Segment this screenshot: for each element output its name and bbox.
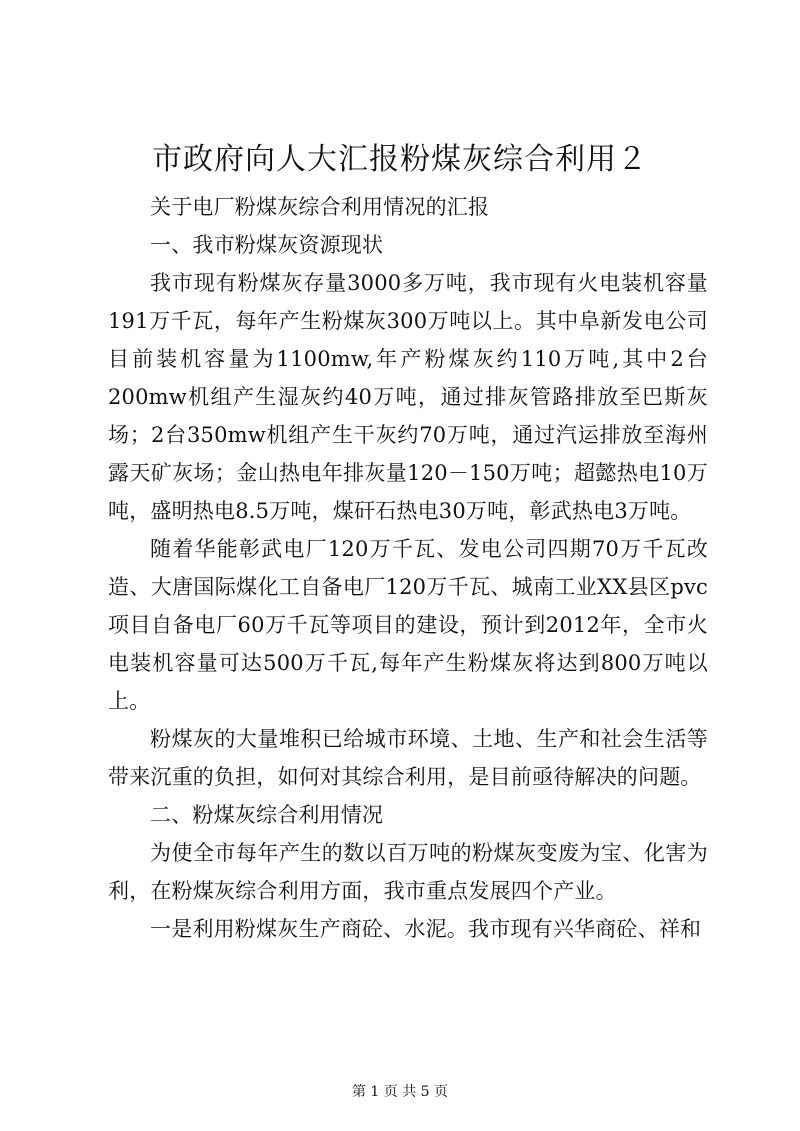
paragraph-four-industries: 为使全市每年产生的数以百万吨的粉煤灰变废为宝、化害为利，在粉煤灰综合利用方面，我市重点发展四个产业。 bbox=[108, 841, 708, 903]
paragraph-projected-capacity: 随着华能彰武电厂120万千瓦、发电公司四期70万千瓦改造、大唐国际煤化工自备电厂120万千瓦、城南工业XX县区pvc项目自备电厂60万千瓦等项目的建设，预计到2012年，全市火电装机容量可达500万千瓦,每年产生粉煤灰将达到800万吨以上。 bbox=[108, 537, 708, 713]
section-heading-resource-status: 一、我市粉煤灰资源现状 bbox=[150, 233, 384, 257]
paragraph-concrete-cement: 一是利用粉煤灰生产商砼、水泥。我市现有兴华商砼、祥和 bbox=[150, 917, 702, 941]
paragraph-burden: 粉煤灰的大量堆积已给城市环境、土地、生产和社会生活等带来沉重的负担，如何对其综合利用，是目前亟待解决的问题。 bbox=[108, 727, 708, 789]
section-heading-utilization: 二、粉煤灰综合利用情况 bbox=[150, 803, 384, 827]
document-body bbox=[108, 188, 708, 948]
page-number-footer: 第 1 页 共 5 页 bbox=[351, 1084, 449, 1100]
paragraph-ash-stock: 我市现有粉煤灰存量3000多万吨，我市现有火电装机容量191万千瓦，每年产生粉煤灰300万吨以上。其中阜新发电公司目前装机容量为1100mw,年产粉煤灰约110万吨,其中2台200mw机组产生湿灰约40万吨，通过排灰管路排放至巴斯灰场；2台350mw机组产生干灰约70万吨，通过汽运排放至海州露天矿灰场；金山热电年排灰量120－150万吨；超懿热电10万吨，盛明热电8.5万吨，煤矸石热电30万吨，彰武热电3万吨。 bbox=[108, 271, 708, 523]
paragraph-report-heading: 关于电厂粉煤灰综合利用情况的汇报 bbox=[150, 195, 490, 219]
document-title: 市政府向人大汇报粉煤灰综合利用２ bbox=[152, 142, 648, 177]
